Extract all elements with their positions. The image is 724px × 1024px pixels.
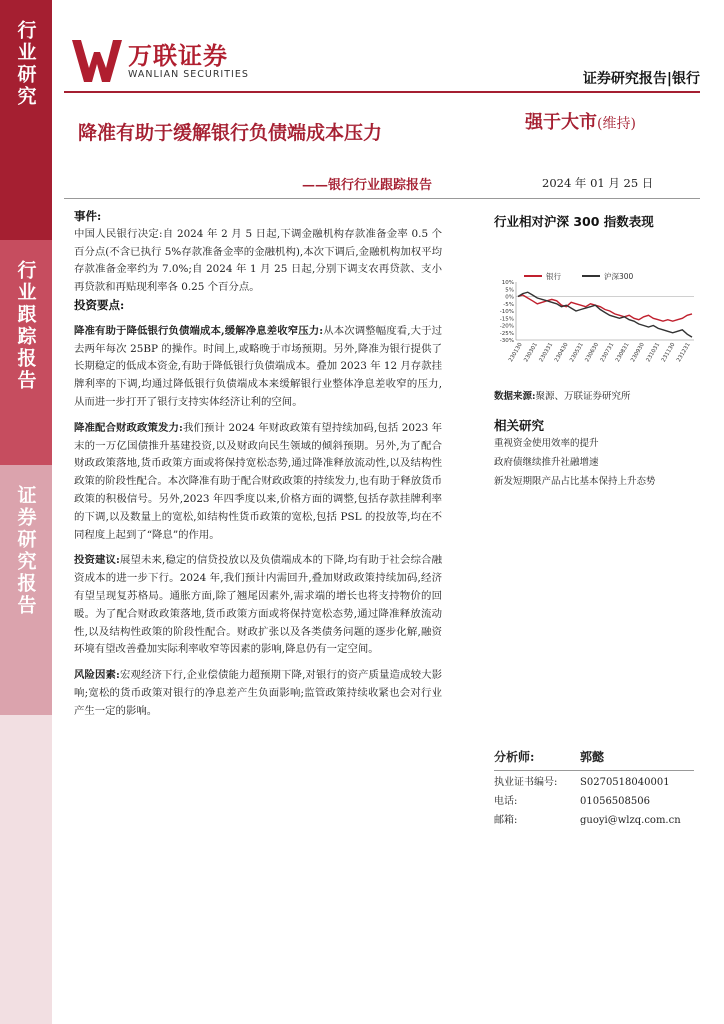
logo-chinese-name: 万联证券 [128, 41, 228, 70]
y-tick-label: 10% [501, 280, 514, 286]
legend-label: 沪深300 [604, 272, 634, 281]
sidebar-label: 行业跟踪报告 [14, 260, 37, 392]
legend-label: 银行 [546, 272, 561, 281]
sidebar-segment-securities-report [0, 465, 52, 715]
event-heading: 事件: [74, 209, 102, 223]
y-tick-label: -5% [503, 301, 514, 308]
source-label: 数据来源: [494, 391, 536, 402]
phone-label: 电话: [494, 796, 518, 807]
analyst-name: 郭懿 [580, 750, 605, 764]
y-tick-label: -15% [499, 316, 514, 323]
y-tick-label: -10% [499, 309, 514, 315]
x-tick-label: 231130 [660, 342, 677, 364]
analyst-name-row [494, 748, 694, 767]
email-label: 邮箱: [494, 815, 518, 826]
y-tick-label: 0% [505, 294, 514, 301]
x-tick-label: 230301 [523, 342, 540, 364]
y-tick-label: -25% [499, 330, 514, 337]
phone-row [494, 792, 694, 811]
x-tick-label: 230731 [599, 342, 616, 364]
analyst-info [494, 748, 694, 830]
left-sidebar [0, 0, 52, 1024]
email-address[interactable]: guoyi@wlzq.com.cn [580, 815, 681, 826]
related-item[interactable]: 重视资金使用效率的提升 [494, 438, 599, 449]
right-column [494, 212, 700, 491]
x-tick-label: 231231 [676, 342, 692, 364]
point-lead: 风险因素: [74, 669, 120, 682]
point-investment-advice [74, 552, 442, 659]
x-tick-label: 230930 [630, 342, 646, 364]
analyst-label: 分析师: [494, 750, 535, 764]
company-logo [72, 38, 249, 84]
y-tick-label: -30% [499, 338, 514, 344]
point-body: 从本次调整幅度看,大于过去两年每次 25BP 的操作。时间上,或略晚于市场预期。另外,降准为银行提供了长期稳定的低成本资金,有助于降低银行负债端成本。叠加 2023 年 12 月存款挂牌利率的下调,均通过降低银行负债端成本来缓解银行业整体净息差收窄的压力,从而进一步打开了银行支持实体经济让利的空间。 [74, 324, 442, 408]
cert-number: S0270518040001 [580, 777, 670, 788]
analyst-divider [494, 770, 694, 771]
key-points-heading: 投资要点: [74, 297, 125, 312]
logo-english-name: WANLIAN SECURITIES [128, 68, 249, 80]
point-body: 宏观经济下行,企业偿债能力超预期下降,对银行的资产质量造成较大影响;宽松的货币政策对银行的净息差产生负面影响;监管政策持续收紧也会对行业产生一定的影响。 [74, 669, 442, 717]
point-lead: 投资建议: [74, 554, 120, 567]
performance-chart-svg [494, 236, 700, 384]
sidebar-label: 行业研究 [14, 20, 37, 108]
x-tick-label: 230130 [508, 342, 524, 364]
main-body [74, 208, 442, 721]
report-subtitle: ——银行行业跟踪报告 [302, 178, 433, 193]
sidebar-segment-tracking-report [0, 240, 52, 465]
industry-rating [525, 108, 636, 134]
point-rrr-cost [74, 323, 442, 412]
report-title: 降准有助于缓解银行负债端成本压力 [78, 122, 383, 144]
event-paragraph: 中国人民银行决定:自 2024 年 2 月 5 日起,下调金融机构存款准备金率 0.5 个百分点(不含已执行 5%存款准备金率的金融机构),本次下调后,金融机构加权平均存款准备金率约为 7.0%;自 2024 年 1 月 25 日起,分别下调支农再贷款、支小再贷款和再贴现利率各 0.25 个百分点。 [74, 227, 442, 294]
y-tick-label: 5% [505, 287, 514, 294]
x-tick-label: 230430 [553, 342, 570, 364]
point-lead: 降准有助于降低银行负债端成本,缓解净息差收窄压力: [74, 324, 324, 337]
email-row [494, 811, 694, 830]
sidebar-segment-industry-research [0, 0, 52, 240]
source-text: 聚源、万联证券研究所 [535, 391, 631, 402]
sidebar-label: 证券研究报告 [14, 485, 37, 617]
sidebar-segment-blank [0, 715, 52, 1024]
point-lead: 降准配合财政政策发力: [74, 421, 183, 434]
header-divider [64, 91, 700, 93]
x-tick-label: 230531 [569, 342, 585, 364]
cert-label: 执业证书编号: [494, 777, 558, 788]
related-heading: 相关研究 [494, 418, 545, 433]
point-body: 展望未来,稳定的信贷投放以及负债端成本的下降,均有助于社会综合融资成本的进一步下行。2024 年,我们预计内需回升,叠加财政政策持续加码,经济有望呈现复苏格局。通胀方面,除了翘尾因素外,需求端的增长也将支持物价的回暖。为了配合财政政策落地,货币政策方面或将保持宽松态势,通过降准释放流动性,以及结构性政策的阶段性配合。财政扩张以及各类债务问题的逐步化解,融资环境有望改善叠加实际利率收窄等因素的影响,降息仍有一定空间。 [74, 554, 442, 656]
y-tick-label: -20% [499, 323, 514, 330]
performance-chart [494, 236, 700, 384]
point-body: 我们预计 2024 年财政政策有望持续加码,包括 2023 年末的一万亿国债推升基建投资,以及财政向民生领域的倾斜预期。另外,为了配合财政政策落地,货币政策方面或将保持宽松态势,通过降准释放流动性,以及结构性政策的阶段性配合。本次降准有助于配合财政政策的持续发力,也有助于释放货币政策的积极信号。另外,2023 年四季度以来,价格方面的调整,包括存款挂牌利率的下调,以及数量上的宽松,如结构性货币政策的宽松,包括 PSL 的投放等,均在不同程度上起到了“降息”的作用。 [74, 421, 442, 541]
series-line [518, 295, 692, 321]
point-risk-factors [74, 667, 442, 720]
cert-row [494, 773, 694, 792]
x-tick-label: 230331 [538, 342, 555, 364]
x-tick-label: 231031 [645, 342, 662, 364]
related-research [494, 416, 700, 491]
related-item[interactable]: 新发短期限产品占比基本保持上升态势 [494, 476, 656, 487]
data-source [494, 388, 700, 402]
related-item[interactable]: 政府债继续推升社融增速 [494, 457, 599, 468]
document-type: 证券研究报告|银行 [582, 71, 700, 87]
x-tick-label: 230831 [614, 342, 631, 364]
series-line [518, 292, 692, 337]
report-date: 2024 年 01 月 25 日 [542, 176, 654, 190]
title-divider [64, 198, 700, 199]
logo-w-icon [72, 40, 122, 82]
phone-number: 01056508506 [580, 796, 650, 807]
chart-heading: 行业相对沪深 300 指数表现 [494, 214, 654, 229]
x-tick-label: 230630 [584, 342, 601, 364]
rating-main: 强于大市 [525, 112, 597, 133]
rating-sub: (维持) [597, 116, 636, 132]
point-fiscal [74, 420, 442, 545]
